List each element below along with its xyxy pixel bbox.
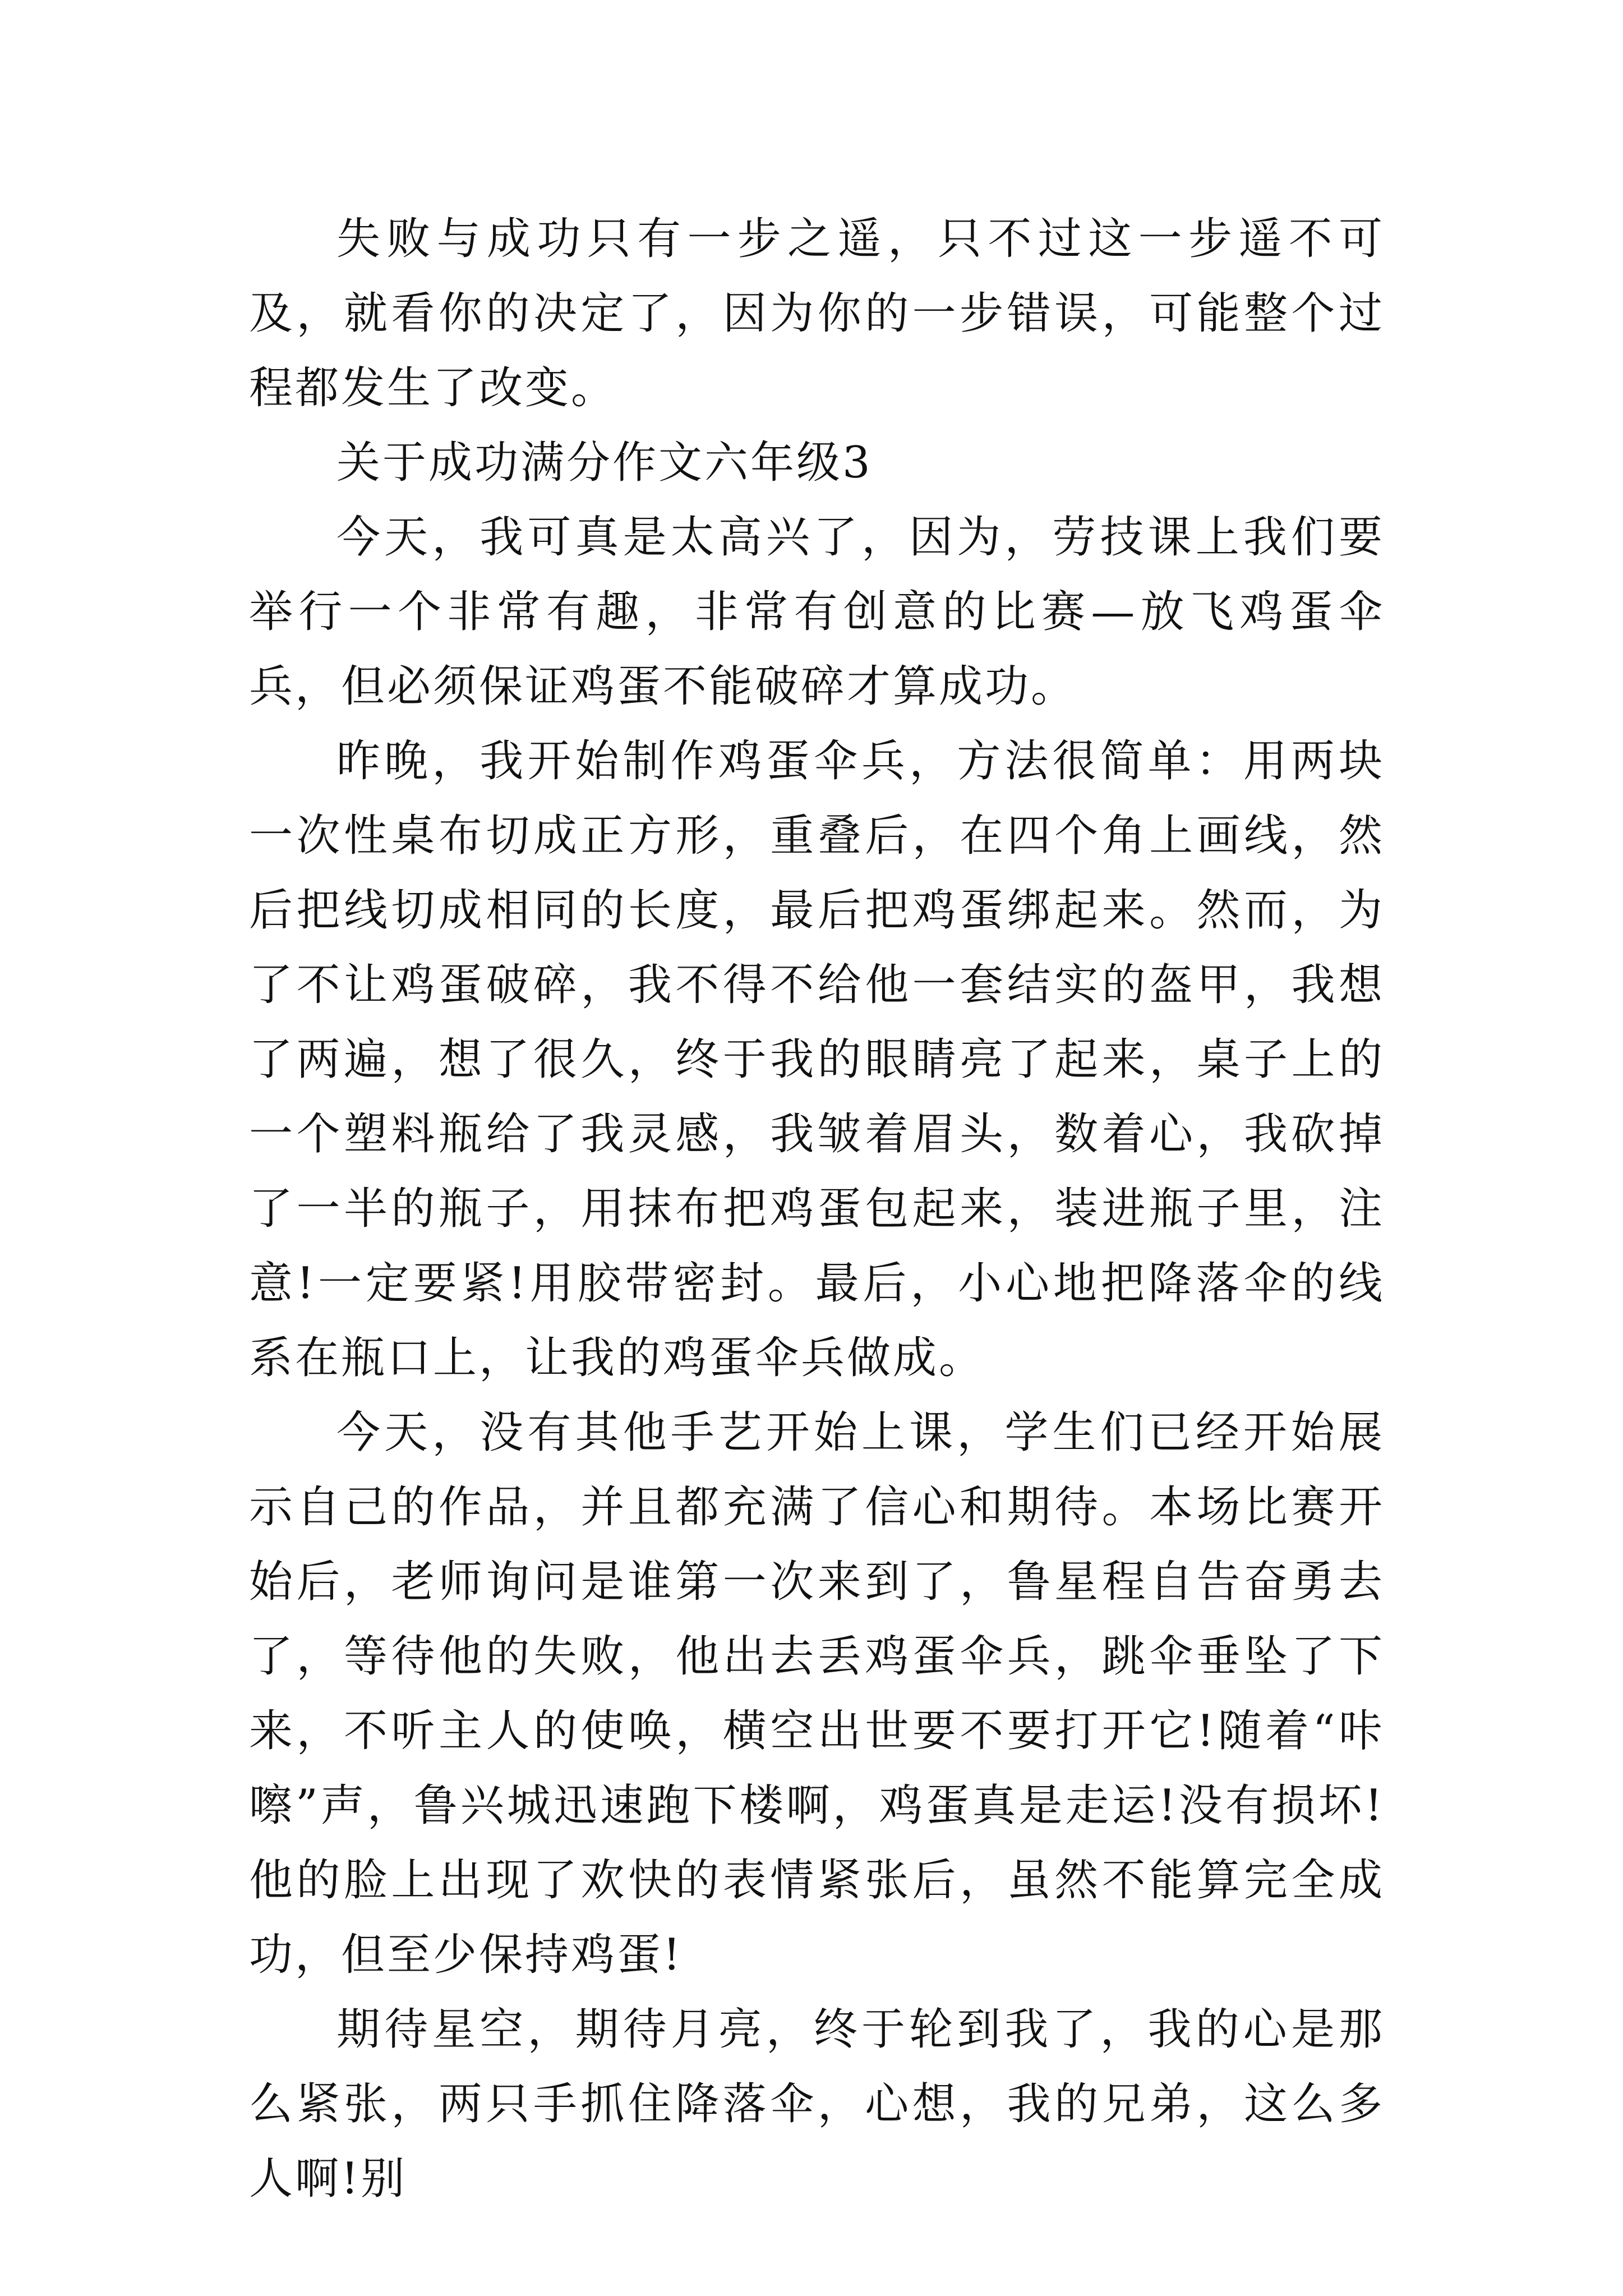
paragraph-5: 期待星空，期待月亮，终于轮到我了，我的心是那么紧张，两只手抓住降落伞，心想，我的兄弟，这么多人啊!别 (249, 2004, 1385, 2204)
document-body (249, 202, 1385, 2216)
paragraph-2: 今天，我可真是太高兴了，因为，劳技课上我们要举行一个非常有趣，非常有创意的比赛—放飞鸡蛋伞兵，但必须保证鸡蛋不能破碎才算成功。 (249, 512, 1385, 712)
section-heading: 关于成功满分作文六年级3 (336, 438, 873, 488)
paragraph-1: 失败与成功只有一步之遥，只不过这一步遥不可及，就看你的决定了，因为你的一步错误，可能整个过程都发生了改变。 (249, 214, 1385, 413)
paragraph-3: 昨晚，我开始制作鸡蛋伞兵，方法很简单：用两块一次性桌布切成正方形，重叠后，在四个角上画线，然后把线切成相同的长度，最后把鸡蛋绑起来。然而，为了不让鸡蛋破碎，我不得不给他一套结实的盔甲，我想了两遍，想了很久，终于我的眼睛亮了起来，桌子上的一个塑料瓶给了我灵感，我皱着眉头，数着心，我砍掉了一半的瓶子，用抹布把鸡蛋包起来，装进瓶子里，注意!一定要紧!用胶带密封。最后，小心地把降落伞的线系在瓶口上，让我的鸡蛋伞兵做成。 (249, 736, 1385, 1383)
paragraph-4: 今天，没有其他手艺开始上课，学生们已经开始展示自己的作品，并且都充满了信心和期待。本场比赛开始后，老师询问是谁第一次来到了，鲁星程自告奋勇去了，等待他的失败，他出去丢鸡蛋伞兵，跳伞垂坠了下来，不听主人的使唤，横空出世要不要打开它!随着“咔嚓”声，鲁兴城迅速跑下楼啊，鸡蛋真是走运!没有损坏!他的脸上出现了欢快的表情紧张后，虽然不能算完全成功，但至少保持鸡蛋! (249, 1407, 1385, 1980)
